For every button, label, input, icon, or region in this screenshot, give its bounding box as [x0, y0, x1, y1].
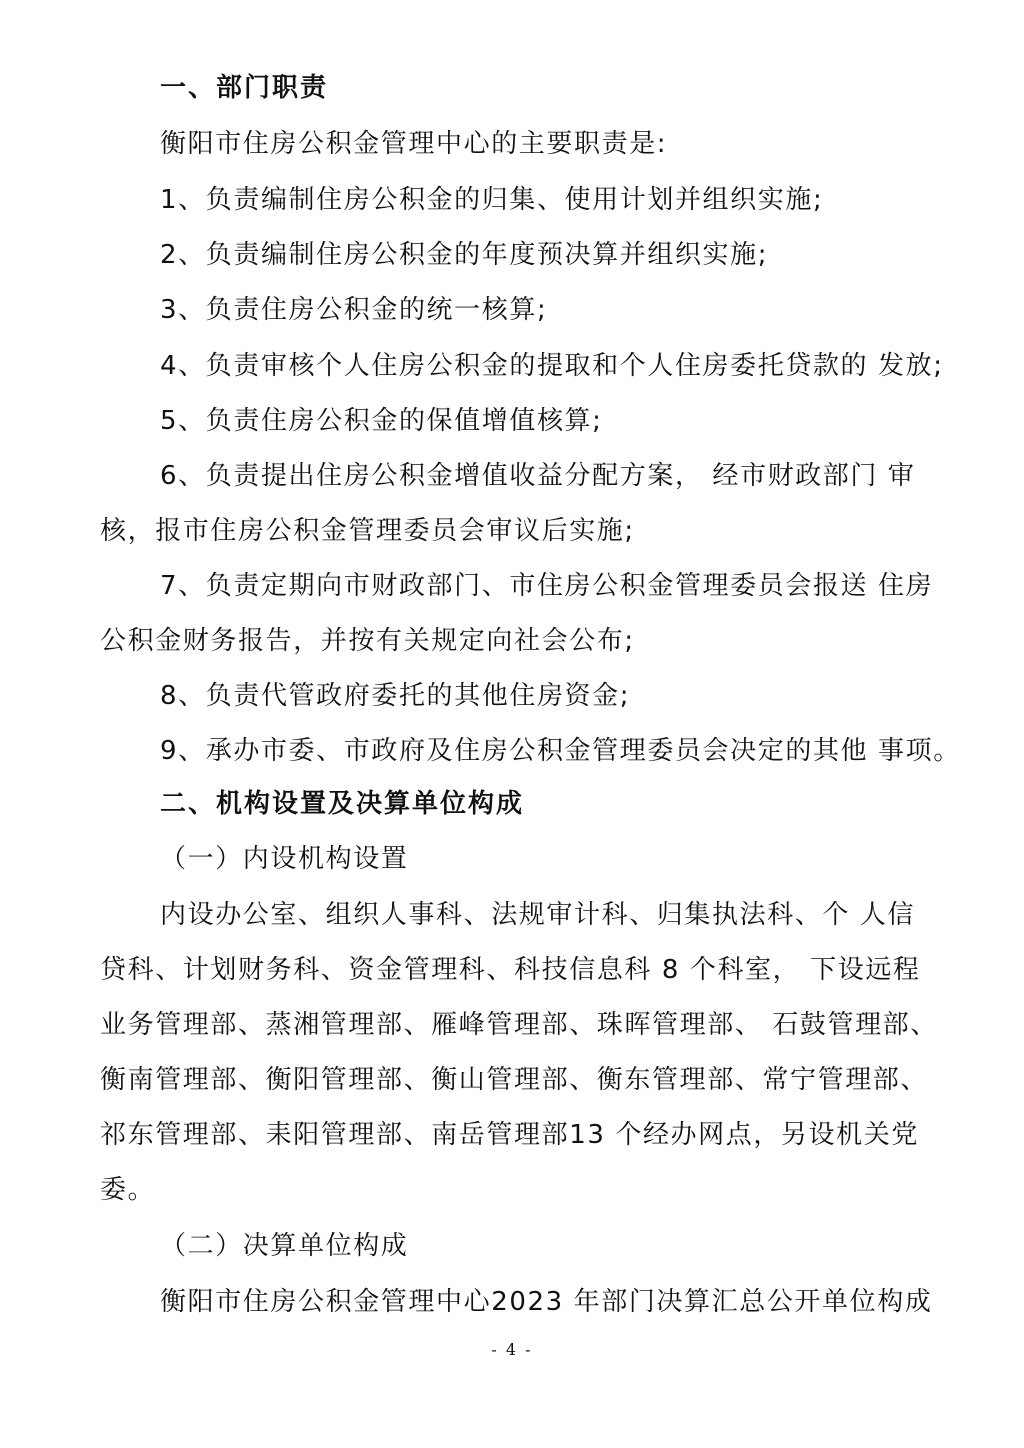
- paragraph-line: 贷科、计划财务科、资金管理科、科技信息科 8 个科室， 下设远程: [100, 955, 921, 985]
- list-item: 7、负责定期向市财政部门、市住房公积金管理委员会报送 住房: [160, 571, 934, 601]
- subsection-title: （二）决算单位构成: [160, 1231, 409, 1261]
- paragraph-line: 委。: [100, 1175, 156, 1205]
- list-item: 5、负责住房公积金的保值增值核算;: [160, 406, 603, 436]
- section-heading-duties: 一、部门职责: [160, 73, 329, 103]
- paragraph-line: 衡南管理部、衡阳管理部、衡山管理部、衡东管理部、常宁管理部、: [100, 1065, 929, 1095]
- list-item-continuation: 公积金财务报告，并按有关规定向社会公布;: [100, 626, 635, 656]
- list-item: 3、负责住房公积金的统一核算;: [160, 295, 548, 325]
- list-item: 9、承办市委、市政府及住房公积金管理委员会决定的其他 事项。: [160, 736, 961, 766]
- list-item: 4、负责审核个人住房公积金的提取和个人住房委托贷款的 发放;: [160, 351, 944, 381]
- paragraph-line: 衡阳市住房公积金管理中心2023 年部门决算汇总公开单位构成: [160, 1287, 933, 1317]
- page-number: - 4 -: [491, 1340, 533, 1359]
- paragraph-line: 业务管理部、蒸湘管理部、雁峰管理部、珠晖管理部、 石鼓管理部、: [100, 1010, 938, 1040]
- section-heading-structure: 二、机构设置及决算单位构成: [160, 789, 525, 819]
- paragraph-line: 内设办公室、组织人事科、法规审计科、归集执法科、个 人信: [160, 900, 916, 930]
- list-item: 1、负责编制住房公积金的归集、使用计划并组织实施;: [160, 185, 824, 215]
- list-item: 6、负责提出住房公积金增值收益分配方案， 经市财政部门 审: [160, 461, 916, 491]
- paragraph-line: 衡阳市住房公积金管理中心的主要职责是:: [160, 129, 668, 159]
- list-item-continuation: 核，报市住房公积金管理委员会审议后实施;: [100, 516, 635, 546]
- list-item: 8、负责代管政府委托的其他住房资金;: [160, 681, 631, 711]
- subsection-title: （一）内设机构设置: [160, 844, 409, 874]
- paragraph-line: 祁东管理部、耒阳管理部、南岳管理部13 个经办网点，另设机关党: [100, 1120, 919, 1150]
- list-item: 2、负责编制住房公积金的年度预决算并组织实施;: [160, 240, 769, 270]
